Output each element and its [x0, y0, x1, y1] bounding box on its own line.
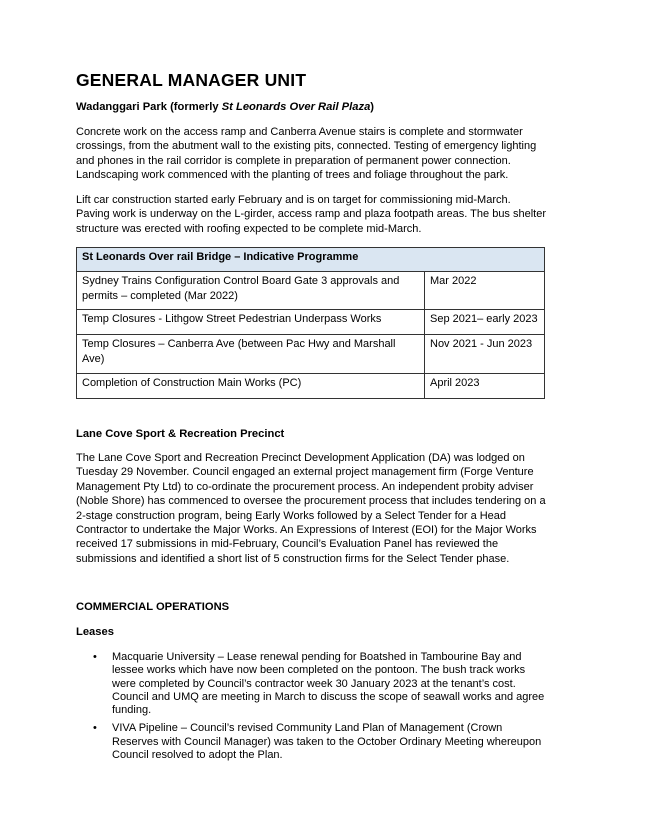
leases-list — [76, 651, 546, 767]
programme-header-row — [77, 248, 545, 272]
bullet-icon: • — [93, 722, 97, 735]
programme-date: Sep 2021– early 2023 — [425, 310, 545, 335]
wadanggari-heading-italic: St Leonards Over Rail Plaza — [221, 101, 371, 113]
page-title: GENERAL MANAGER UNIT — [76, 70, 307, 90]
programme-heading: St Leonards Over rail Bridge – Indicative Programme — [77, 248, 545, 272]
programme-task: Temp Closures - Lithgow Street Pedestrian Underpass Works — [77, 310, 425, 335]
table-row — [77, 374, 545, 399]
programme-task: Sydney Trains Configuration Control Board Gate 3 approvals and permits – completed (Mar 2022) — [77, 272, 425, 310]
list-item — [76, 651, 546, 717]
lease-item-text: VIVA Pipeline – Council’s revised Community Land Plan of Management (Crown Reserves with Council Manager) was taken to the October Ordinary Meeting whereupon Council resolved to adopt the Plan. — [112, 722, 542, 762]
programme-task: Temp Closures – Canberra Ave (between Pac Hwy and Marshall Ave) — [77, 335, 425, 374]
table-row — [77, 310, 545, 335]
lane-cove-heading: Lane Cove Sport & Recreation Precinct — [76, 428, 285, 440]
lane-cove-paragraph: The Lane Cove Sport and Recreation Precinct Development Application (DA) was lodged on Tuesday 29 November. Council engaged an external project management firm (Forge Venture Management Pty Ltd) to co-ordinate the procurement process. An independent probity adviser (Noble Shore) has commenced to oversee the procurement process that includes tendering on a 2-stage construction program, being Early Works followed by a Select Tender for a Head Contractor to undertake the Major Works. An Expressions of Interest (EOI) for the Major Works received 17 submissions in mid-February, Council’s Evaluation Panel has reviewed the submissions and identified a short list of 5 construction firms for the Select Tender phase. — [76, 452, 546, 565]
wadanggari-paragraph-1: Concrete work on the access ramp and Canberra Avenue stairs is complete and stormwater crossings, from the abutment wall to the existing pits, connected. Testing of emergency lighting and phones in the rail corridor is complete in preparation of permanent power connection. Landscaping work commenced with the planting of trees and foliage throughout the park. — [76, 126, 537, 182]
programme-date: Mar 2022 — [425, 272, 545, 310]
wadanggari-paragraph-2: Lift car construction started early February and is on target for commissioning mid-March. Paving work is underway on the L-girder, access ramp and plaza footpath areas. The bus shelter structure was erected with roofing expected to be complete mid-March. — [76, 194, 547, 235]
table-row — [77, 335, 545, 374]
commercial-heading: COMMERCIAL OPERATIONS — [76, 601, 230, 613]
programme-date: Nov 2021 - Jun 2023 — [425, 335, 545, 374]
programme-date: April 2023 — [425, 374, 545, 399]
list-item — [76, 722, 546, 762]
wadanggari-heading-suffix: ) — [370, 101, 375, 113]
bullet-icon: • — [93, 651, 97, 663]
lease-item-text: Macquarie University – Lease renewal pending for Boatshed in Tambourine Bay and lessee works which have now been completed on the pontoon. The bush track works were completed by Council’s contractor week 30 January 2023 at the tenant’s cost. Council and UMQ are meeting in March to discuss the scope of seawall works and agree funding. — [112, 651, 545, 717]
table-row — [77, 272, 545, 310]
programme-table — [76, 247, 545, 399]
wadanggari-heading-prefix: Wadanggari Park (formerly — [76, 101, 222, 113]
wadanggari-heading — [76, 101, 374, 113]
leases-heading: Leases — [76, 626, 114, 638]
programme-task: Completion of Construction Main Works (PC) — [77, 374, 425, 399]
